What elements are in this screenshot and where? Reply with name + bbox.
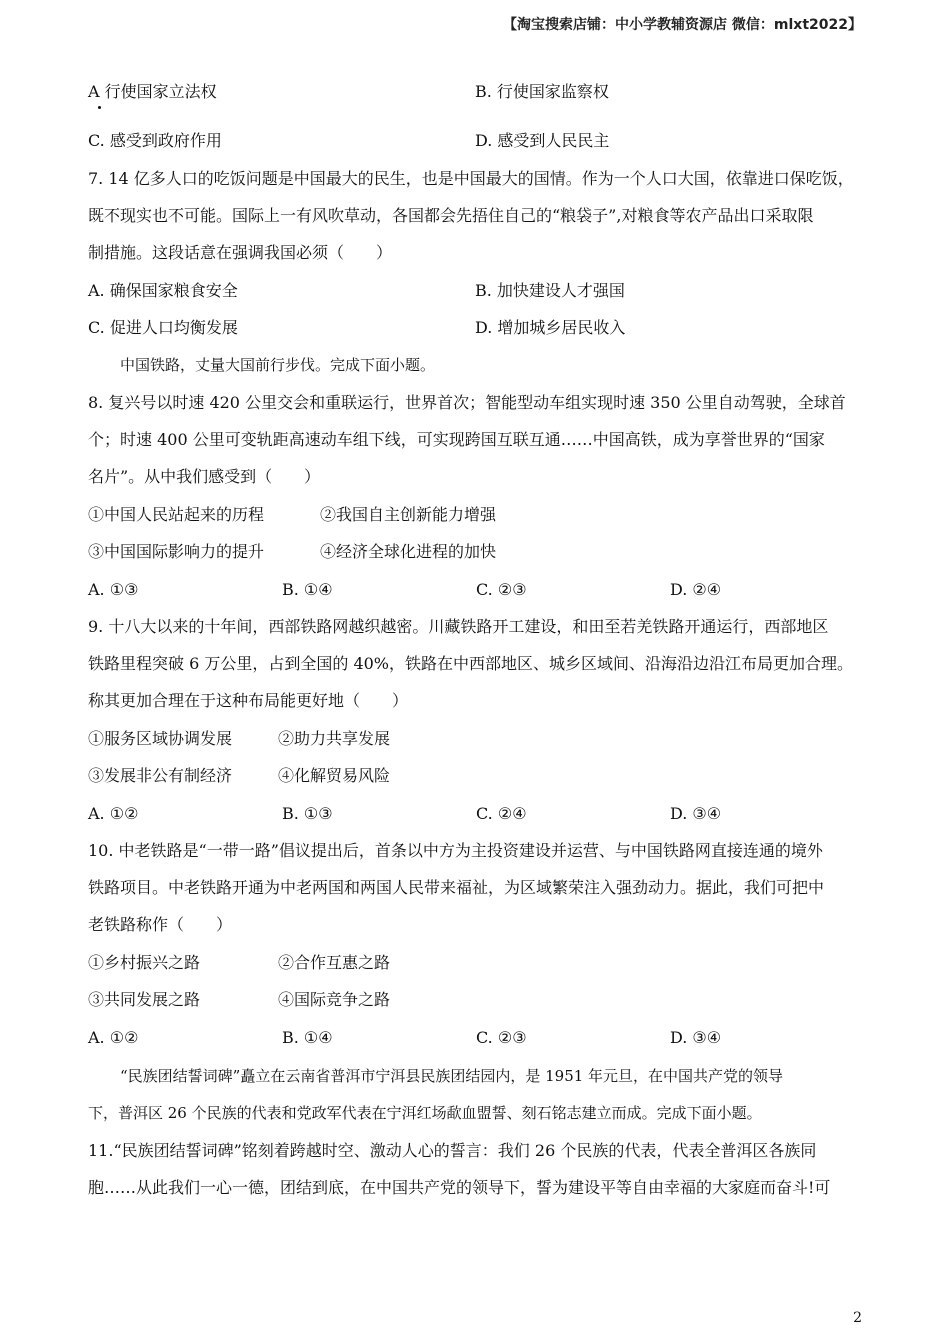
q10-line-3: 老铁路称作（ ） [88,915,233,934]
q9-option-c: C. ②④ [476,804,527,823]
q9-statement-3: ③发展非公有制经济 [88,766,233,785]
q8-line-2: 个；时速 400 公里可变轨距高速动车组下线，可实现跨国互联互通……中国高铁，成为享誉世界的“国家 [88,430,825,449]
q6-option-d: D. 感受到人民民主 [475,131,610,150]
q9-option-a: A. ①② [88,804,139,823]
q9-line-2: 铁路里程突破 6 万公里，占到全国的 40%，铁路在中西部地区、城乡区域间、沿海沿边沿江布局更加合理。 [88,654,854,673]
q10-statement-2: ②合作互惠之路 [278,953,391,972]
q9-option-b: B. ①③ [282,804,333,823]
q9-statement-4: ④化解贸易风险 [278,766,391,785]
page-header: 【淘宝搜索店铺：中小学教辅资源店 微信：mlxt2022】 [503,17,862,33]
section-intro-unity-line-1: “民族团结誓词碑”矗立在云南省普洱市宁洱县民族团结园内，是 1951 年元旦，在中国共产党的领导 [120,1067,784,1085]
q10-option-a: A. ①② [88,1028,139,1047]
q6-option-a: A 行使国家立法权 [88,82,217,101]
page-number: 2 [853,1310,862,1326]
q10-line-1: 10. 中老铁路是“一带一路”倡议提出后，首条以中方为主投资建设并运营、与中国铁路网直接连通的境外 [88,841,823,860]
q8-statement-4: ④经济全球化进程的加快 [320,542,497,561]
q8-line-1: 8. 复兴号以时速 420 公里交会和重联运行，世界首次；智能型动车组实现时速 350 公里自动驾驶，全球首 [88,393,846,412]
q9-option-d: D. ③④ [670,804,722,823]
q7-option-d: D. 增加城乡居民收入 [475,318,626,337]
q9-line-1: 9. 十八大以来的十年间，西部铁路网越织越密。川藏铁路开工建设，和田至若羌铁路开通运行，西部地区 [88,617,829,636]
q7-line-3: 制措施。这段话意在强调我国必须（ ） [88,243,393,262]
section-intro-unity-line-2: 下，普洱区 26 个民族的代表和党政军代表在宁洱红场歃血盟誓、刻石铭志建立而成。完成下面小题。 [88,1104,762,1122]
q8-statement-2: ②我国自主创新能力增强 [320,505,497,524]
section-intro-railway: 中国铁路，丈量大国前行步伐。完成下面小题。 [120,356,436,374]
q10-statement-4: ④国际竞争之路 [278,990,391,1009]
q7-option-a: A. 确保国家粮食安全 [88,281,238,300]
q8-option-a: A. ①③ [88,580,139,599]
q10-line-2: 铁路项目。中老铁路开通为中老两国和两国人民带来福祉，为区域繁荣注入强劲动力。据此，我们可把中 [88,878,825,897]
q8-option-c: C. ②③ [476,580,527,599]
q9-line-3: 称其更加合理在于这种布局能更好地（ ） [88,691,409,710]
q10-option-c: C. ②③ [476,1028,527,1047]
q10-option-d: D. ③④ [670,1028,722,1047]
q7-option-c: C. 促进人口均衡发展 [88,318,238,337]
q10-statement-3: ③共同发展之路 [88,990,201,1009]
q7-line-1: 7. 14 亿多人口的吃饭问题是中国最大的民生，也是中国最大的国情。作为一个人口大国，依靠进口保吃饭， [88,169,854,188]
q11-line-1: 11.“民族团结誓词碑”铭刻着跨越时空、激动人心的誓言：我们 26 个民族的代表，代表全普洱区各族同 [88,1141,817,1160]
q8-statement-1: ①中国人民站起来的历程 [88,505,265,524]
q8-option-d: D. ②④ [670,580,722,599]
q11-line-2: 胞……从此我们一心一德，团结到底，在中国共产党的领导下，誓为建设平等自由幸福的大家庭而奋斗!可 [88,1178,831,1197]
q6-option-c: C. 感受到政府作用 [88,131,222,150]
q8-statement-3: ③中国国际影响力的提升 [88,542,265,561]
q9-statement-2: ②助力共享发展 [278,729,391,748]
q10-option-b: B. ①④ [282,1028,333,1047]
emphasis-dot [98,106,101,109]
q9-statement-1: ①服务区域协调发展 [88,729,233,748]
q8-option-b: B. ①④ [282,580,333,599]
q7-line-2: 既不现实也不可能。国际上一有风吹草动，各国都会先捂住自己的“粮袋子”,对粮食等农产品出口采取限 [88,206,814,225]
q10-statement-1: ①乡村振兴之路 [88,953,201,972]
q7-option-b: B. 加快建设人才强国 [475,281,625,300]
q8-line-3: 名片”。从中我们感受到（ ） [88,467,321,486]
q6-option-b: B. 行使国家监察权 [475,82,609,101]
